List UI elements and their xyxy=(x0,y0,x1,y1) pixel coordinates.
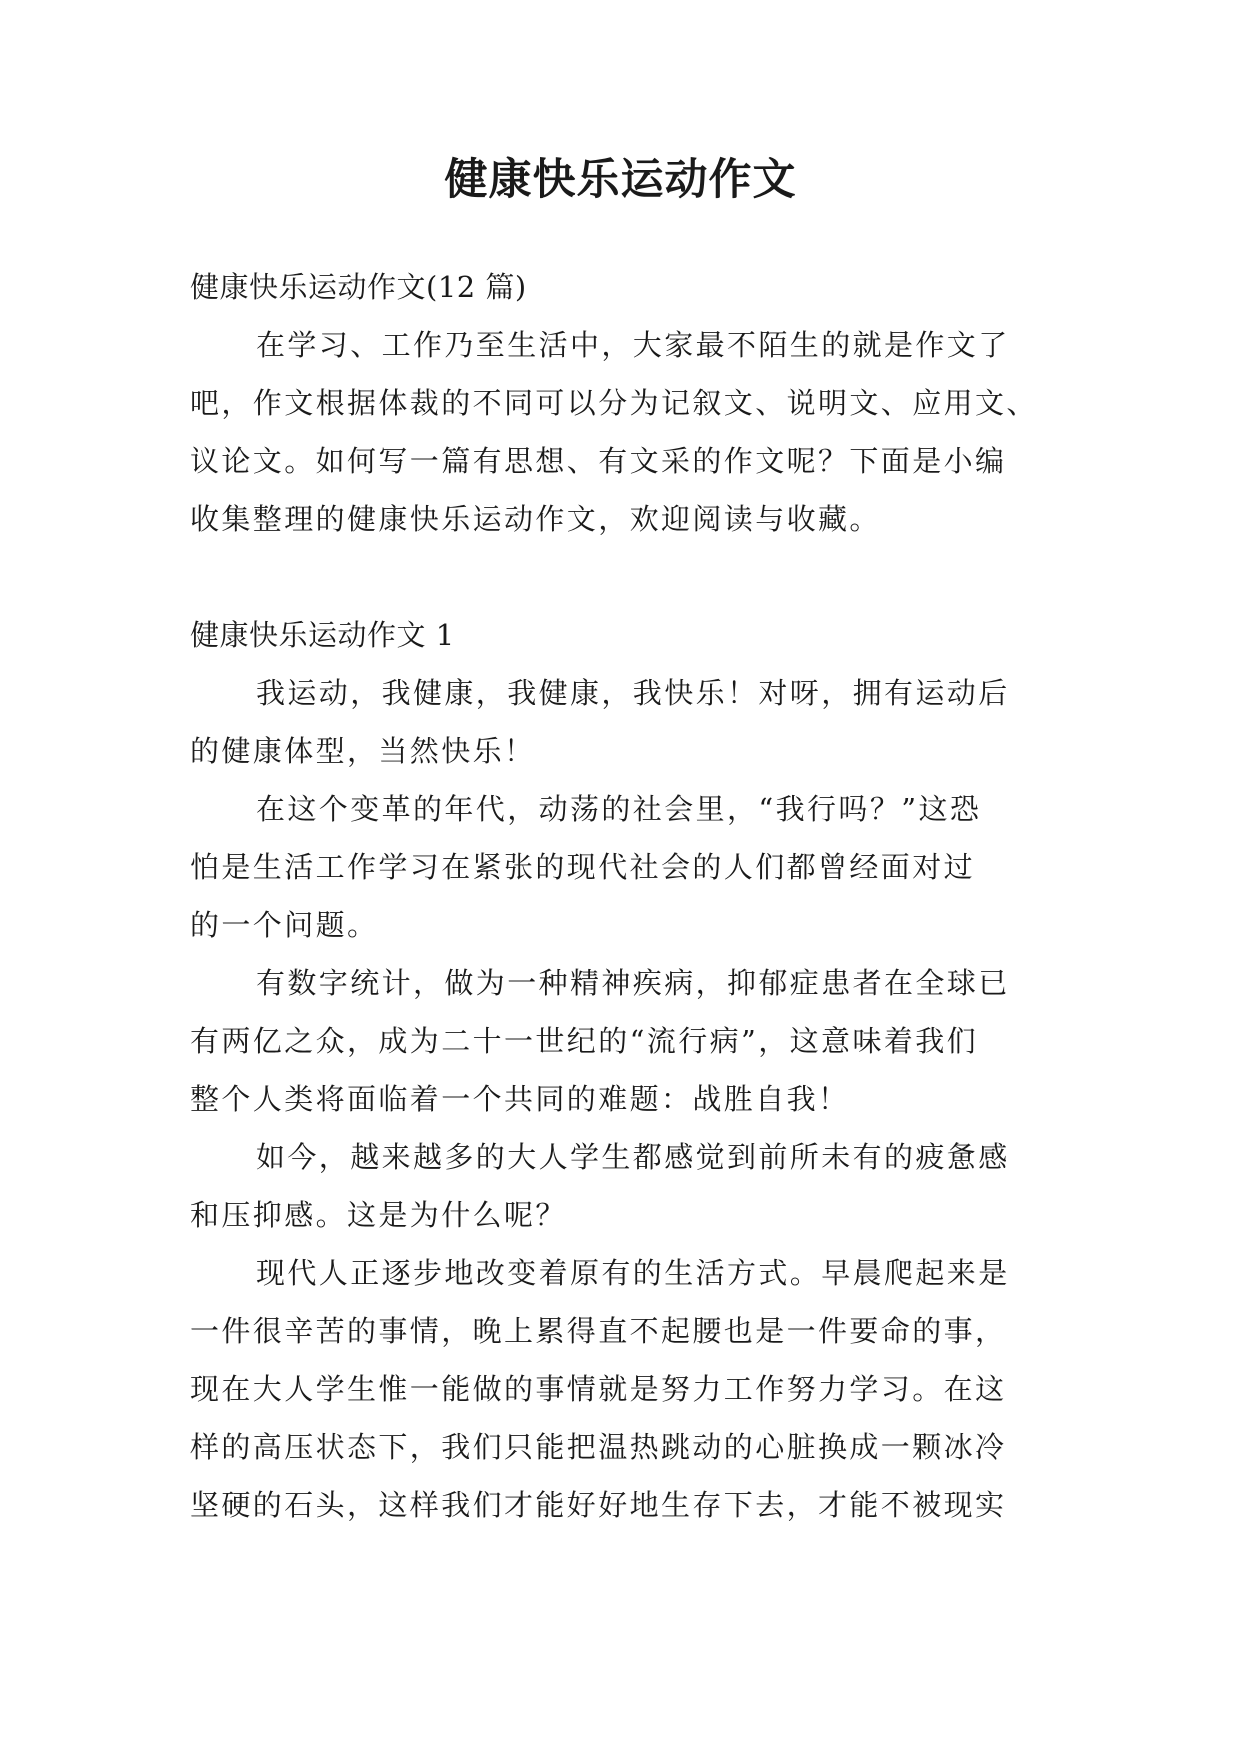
paragraph-line: 怕是生活工作学习在紧张的现代社会的人们都曾经面对过 xyxy=(190,850,976,884)
intro-line: 在学习、工作乃至生活中，大家最不陌生的就是作文了 xyxy=(256,328,1010,362)
paragraph-line: 样的高压状态下，我们只能把温热跳动的心脏换成一颗冰冷 xyxy=(190,1430,1007,1464)
section-heading: 健康快乐运动作文 1 xyxy=(190,618,455,652)
paragraph-line: 和压抑感。这是为什么呢？ xyxy=(190,1198,567,1232)
paragraph-line: 的一个问题。 xyxy=(190,908,379,942)
intro-line: 吧，作文根据体裁的不同可以分为记叙文、说明文、应用文、 xyxy=(190,386,1038,420)
paragraph-line: 现在大人学生惟一能做的事情就是努力工作努力学习。在这 xyxy=(190,1372,1007,1406)
paragraph-line: 在这个变革的年代，动荡的社会里，“我行吗？”这恐 xyxy=(256,792,982,826)
paragraph-4 xyxy=(190,1128,1070,1244)
intro-paragraph xyxy=(190,316,1070,548)
paragraph-1 xyxy=(190,664,1070,780)
intro-line: 议论文。如何写一篇有思想、有文采的作文呢？下面是小编 xyxy=(190,444,1007,478)
paragraph-line: 一件很辛苦的事情，晚上累得直不起腰也是一件要命的事， xyxy=(190,1314,1007,1348)
blank-line xyxy=(190,548,1070,606)
subtitle: 健康快乐运动作文(12 篇) xyxy=(190,270,527,304)
paragraph-line: 坚硬的石头，这样我们才能好好地生存下去，才能不被现实 xyxy=(190,1488,1007,1522)
paragraph-5 xyxy=(190,1244,1070,1534)
paragraph-line: 有两亿之众，成为二十一世纪的“流行病”，这意味着我们 xyxy=(190,1024,979,1058)
paragraph-2 xyxy=(190,780,1070,954)
paragraph-line: 有数字统计，做为一种精神疾病，抑郁症患者在全球已 xyxy=(256,966,1010,1000)
intro-line: 收集整理的健康快乐运动作文，欢迎阅读与收藏。 xyxy=(190,502,881,536)
page-title: 健康快乐运动作文 xyxy=(444,155,797,205)
paragraph-line: 我运动，我健康，我健康，我快乐！对呀，拥有运动后 xyxy=(256,676,1010,710)
paragraph-3 xyxy=(190,954,1070,1128)
document-body xyxy=(190,258,1070,1534)
paragraph-line: 整个人类将面临着一个共同的难题：战胜自我！ xyxy=(190,1082,850,1116)
paragraph-line: 现代人正逐步地改变着原有的生活方式。早晨爬起来是 xyxy=(256,1256,1010,1290)
paragraph-line: 的健康体型，当然快乐！ xyxy=(190,734,536,768)
paragraph-line: 如今，越来越多的大人学生都感觉到前所未有的疲惫感 xyxy=(256,1140,1010,1174)
